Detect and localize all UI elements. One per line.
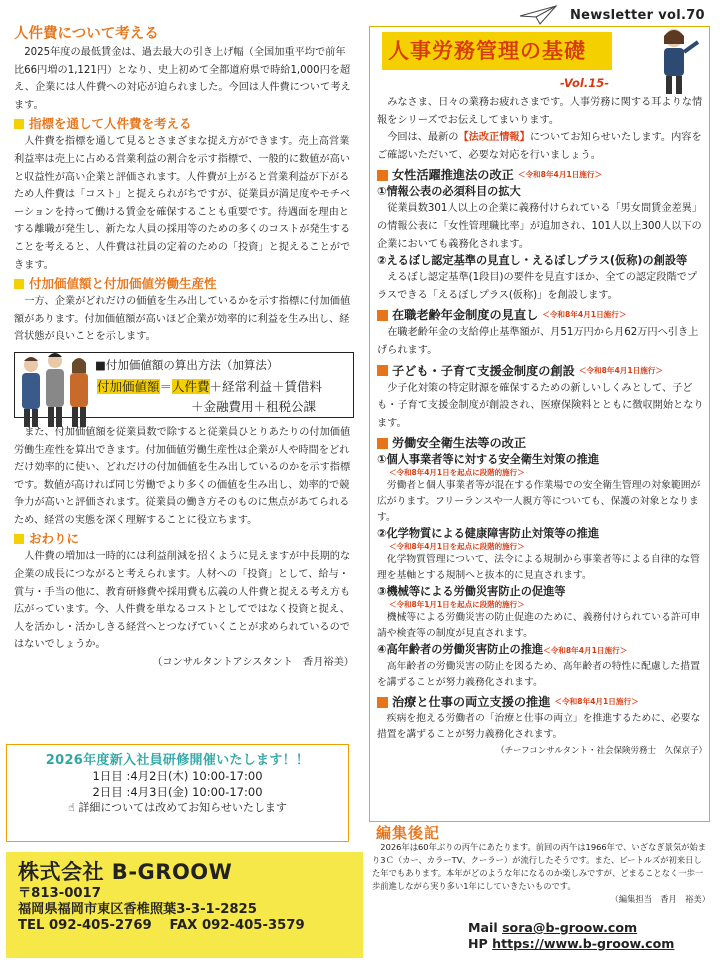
formula-line-2: ＋金融費用＋租税公課 — [191, 398, 317, 414]
mail-link[interactable]: sora@b-groow.com — [502, 920, 638, 935]
topic-subheading: ④高年齢者の労働災害防止の推進＜令和8年4月1日施行＞ — [377, 643, 628, 657]
author-credit: （コンサルタントアシスタント 香月裕美） — [152, 657, 354, 669]
training-day1: 1日目 :4月2日(木) 10:00-17:00 — [92, 769, 263, 783]
series-intro-2: 今回は、最新の【法改正情報】についてお知らせいたします。内容をご確認いただいて、必要な対応を行いましょう。 — [377, 132, 702, 161]
company-phone: TEL 092-405-2769 FAX 092-405-3579 — [18, 918, 305, 933]
editorial-body: 2026年は60年ぶりの丙午にあたります。前回の丙午は1966年で、いざなぎ景気が始まり3Ｃ（カー、カラーTV、クーラー）が流行したそうです。また、ビートルズが初来日した年でもあります。本年がどのような年になるのか楽しみですが、どまることなく一歩一歩前進しながら実り多い1年にしていきたいものです。 （編集担当 香月 裕美） — [372, 842, 710, 904]
topic-subheading: ②えるぼし認定基準の見直し・えるぼしプラス(仮称)の創設等 — [377, 254, 688, 268]
topic-body: 労働者と個人事業者等が混在する作業場での安全衛生管理の対象範囲が広がります。フリーランスや一人親方等についても、保護の対象となります。 — [377, 480, 701, 524]
topic-body: 機械等による労働災害の防止促進のために、義務付けられている許可申請や検査等の制度が見直されます。 — [377, 612, 701, 640]
training-day2: 2日目 :4月3日(金) 10:00-17:00 — [92, 785, 263, 799]
newsletter-title: Newsletter vol.70 — [570, 8, 705, 23]
topic-body: 在職老齢年金の支給停止基準額が、月51万円から月62万円へ引き上げられます。 — [377, 327, 699, 356]
section-body: また、付加価値額を従業員数で除すると従業員ひとりあたりの付加価値労働生産性を算出できます。付加価値労働生産性は企業が人や時間をどれだけ効率的に使い、どれだけの付加価値を生み出しているのかを示す指標です。数値が高ければ同じ労働でより多くの価値を生み出し、効率的で競争力が高いと評価されます。従業員の働き方そのものに焦点があてられるため、経営の実態を深く理解することに役立ちます。 — [14, 426, 351, 526]
bullet-square — [14, 119, 24, 129]
series-title: 人事労務管理の基礎 — [388, 39, 586, 63]
editorial-author: （編集担当 香月 裕美） — [610, 894, 710, 904]
bullet-square — [14, 534, 24, 544]
paper-plane-icon — [518, 4, 558, 26]
section-body: 人件費の増加は一時的には利益削減を招くように見えますが中長期的な企業の成長につながると考えられます。人材への「投資」として、給与・賞与・手当の他に、教育研修費や採用費も広義の人件費と捉える考え方も広がっています。今、人件費を単なるコストとしてではなく投資と捉え、人を活かし・活かしきる経営へとつなげていくことが求められているのではないでしょうか。 — [14, 551, 351, 651]
hp-line: HP https://www.b-groow.com — [468, 936, 675, 951]
series-volume: -Vol.15- — [560, 76, 609, 90]
topic-subheading: ①情報公表の必須科目の拡大 — [377, 185, 521, 199]
presenter-illustration — [644, 24, 704, 96]
left-column — [14, 24, 354, 672]
business-people-illustration — [13, 343, 99, 429]
company-zip: 〒813-0017 — [18, 886, 101, 901]
section-heading: 付加価値額と付加価値労働生産性 — [14, 275, 354, 293]
topic-body: 高年齢者の労働災害の防止を図るため、高年齢者の特性に配慮した措置を講ずることが努力義務化されます。 — [377, 661, 700, 689]
section-body: 人件費を指標を通して見るとさまざまな捉え方ができます。売上高営業利益率は売上に占める営業利益の割合を示す指標で、一般的に数値が高いと収益性が高い企業と評価されます。人件費が上がると営業利益が下がるため人件費は「コスト」と捉えられがちですが、従業員が満足度やモチベーションを持って働ける賃金を確保することも重要です。待遇面を理由とする離職が発生し、新たな人員の採用等のための多くのコストが発生することを考えると、人件費は社員の定着のための「投資」と捉えることができます。 — [14, 136, 351, 271]
formula-title: ■付加価値額の算出方法（加算法） — [95, 357, 279, 372]
training-notice — [6, 744, 349, 842]
bullet-square — [377, 697, 388, 708]
topic-heading: 治療と仕事の両立支援の推進 ＜令和8年4月1日施行＞ — [377, 693, 707, 711]
topic-heading: 在職老齢年金制度の見直し ＜令和8年4月1日施行＞ — [377, 306, 707, 324]
topic-heading: 労働安全衛生法等の改正 — [377, 434, 707, 452]
article-intro: 2025年度の最低賃金は、過去最大の引き上げ幅（全国加重平均で前年比66円増の1,121円）となり、史上初めて全都道府県で時給1,000円を超え、企業には人件費への対応が迫られました。今回は人件費について考えます。 — [14, 47, 351, 111]
topic-tag: ＜令和8年4月1日を起点に段階的施行＞ — [389, 468, 525, 478]
formula-line-1: 付加価値額＝人件費＋経常利益＋賃借料 — [97, 378, 323, 394]
right-column — [377, 94, 707, 759]
topic-body: 従業員数301人以上の企業に義務付けられている「男女間賃金差異」の情報公表に「女性管理職比率」が追加され、101人以上300人以下の企業においても義務化されます。 — [377, 203, 703, 250]
author-credit: （チーフコンサルタント・社会保険労務士 久保京子） — [496, 746, 707, 757]
mail-line: Mail sora@b-groow.com — [468, 920, 638, 935]
series-intro: みなさま、日々の業務お疲れさまです。人事労務に関する耳よりな情報をシリーズでお伝えしてまいります。 — [377, 97, 703, 126]
bullet-square — [377, 310, 388, 321]
contact-info — [468, 920, 674, 952]
topic-subheading: ①個人事業者等に対する安全衛生対策の推進 — [377, 453, 600, 467]
company-info — [6, 852, 363, 958]
website-link[interactable]: https://www.b-groow.com — [492, 936, 675, 951]
article-title: 人件費について考える — [14, 26, 159, 42]
pointing-hand-icon: ☝ — [68, 801, 75, 814]
section-heading: 指標を通して人件費を考える — [14, 115, 354, 133]
editorial-title: 編集後記 — [376, 824, 441, 842]
topic-tag: ＜令和8年4月1日を起点に段階的施行＞ — [389, 542, 525, 552]
training-headline: 2026年度新入社員研修開催いたします！！ — [45, 753, 310, 768]
formula-box — [14, 352, 354, 418]
topic-body: 化学物質管理について、法令による規制から事業者等による自律的な管理を基軸とする規制へと抜本的に見直されます。 — [377, 554, 700, 582]
bullet-square — [377, 170, 388, 181]
training-note: ☝ 詳細については改めてお知らせいたします — [68, 801, 287, 814]
topic-subheading: ②化学物質による健康障害防止対策等の推進 — [377, 527, 600, 541]
topic-subheading: ③機械等による労働災害防止の促進等 — [377, 585, 566, 599]
section-body: 一方、企業がどれだけの価値を生み出しているかを示す指標に付加価値額があります。付加価値額が高いほど企業が効率的に利益を生み出し、経営状態が良いことを示します。 — [14, 296, 351, 343]
topic-heading: 女性活躍推進法の改正 ＜令和8年4月1日施行＞ — [377, 166, 707, 184]
company-name: 株式会社 B-GROOW — [18, 860, 233, 884]
company-address: 福岡県福岡市東区香椎照葉3-3-1-2825 — [18, 902, 257, 917]
topic-body: 少子化対策の特定財源を確保するための新しいしくみとして、子ども・子育て支援金制度が創設され、医療保険料とともに徴収開始となります。 — [377, 382, 704, 429]
bullet-square — [14, 279, 24, 289]
section-heading: おわりに — [14, 530, 354, 548]
bullet-square — [377, 365, 388, 376]
topic-heading: 子ども・子育て支援金制度の創設 ＜令和8年4月1日施行＞ — [377, 362, 707, 380]
bullet-square — [377, 438, 388, 449]
topic-tag: ＜令和8年1月1日を起点に段階的施行＞ — [389, 600, 525, 610]
topic-body: 疾病を抱える労働者の「治療と仕事の両立」を推進するために、必要な措置を講ずることが努力義務化されます。 — [377, 713, 701, 741]
topic-body: えるぼし認定基準(1段目)の要件を見直すほか、全ての認定段階でプラスできる「えるぼしプラス(仮称)」を創設します。 — [377, 272, 698, 301]
